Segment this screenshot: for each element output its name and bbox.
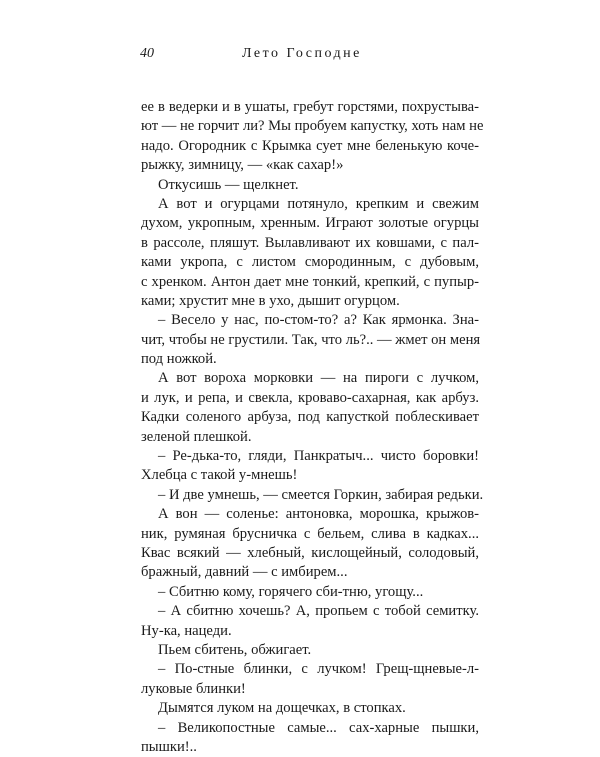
- text-line: надо. Огородник с Крымка сует мне беленькую коче-: [141, 137, 479, 154]
- text-line: духом, укропным, хренным. Играют золотые огурцы: [141, 215, 479, 232]
- text-line: с хренком. Антон дает мне тонкий, крепкий, с пупыр-: [141, 273, 479, 290]
- text-line: – По-стные блинки, с лучком! Грещ-щневые-л-: [158, 661, 479, 678]
- text-line: ник, румяная брусничка с бельем, слива в кадках...: [141, 525, 479, 542]
- text-line: пышки!..: [141, 738, 197, 755]
- page-body: [141, 98, 484, 757]
- text-line: Ну-ка, нацеди.: [141, 622, 232, 639]
- text-line: и лук, и репа, и свекла, кроваво-сахарная, как арбуз.: [141, 389, 479, 406]
- text-line: Квас всякий — хлебный, кислощейный, солодовый,: [141, 544, 479, 561]
- text-line: чит, чтобы не грустили. Так, что ль?.. — жмет он меня: [141, 331, 481, 348]
- text-line: А вон — соленье: антоновка, морошка, крыжов-: [158, 506, 479, 523]
- text-line: – Великопостные самые... сах-харные пышки,: [158, 719, 479, 736]
- text-line: – Ре-дька-то, гляди, Панкратыч... чисто боровки!: [158, 448, 479, 465]
- text-line: Дымятся луком на дощечках, в стопках.: [158, 700, 406, 717]
- text-line: луковые блинки!: [141, 680, 246, 697]
- text-line: ее в ведерки и в ушаты, гребут горстями, похрустыва-: [141, 99, 479, 115]
- text-line: ют — не горчит ли? Мы пробуем капустку, хоть нам не: [141, 118, 484, 135]
- page-header: [140, 46, 480, 66]
- text-line: А вот и огурцами потянуло, крепким и свежим: [158, 195, 479, 212]
- page-number: 40: [140, 46, 154, 61]
- text-line: под ножкой.: [141, 351, 217, 368]
- text-line: ками; хрустит мне в ухо, дышит огурцом.: [141, 292, 400, 309]
- text-line: зеленой плешкой.: [141, 428, 252, 445]
- text-line: Откусишь — щелкнет.: [158, 176, 299, 193]
- text-line: – И две умнешь, — смеется Горкин, забирая редьки.: [158, 486, 484, 503]
- text-line: – Весело у нас, по-стом-то? а? Как ярмонка. Зна-: [158, 312, 479, 329]
- text-line: А вот вороха морковки — на пироги с лучком,: [158, 370, 479, 387]
- text-line: рыжку, зимницу, — «как сахар!»: [141, 157, 344, 174]
- text-line: бражный, давний — с имбирем...: [141, 564, 348, 581]
- text-line: Хлебца с такой у-мнешь!: [141, 467, 298, 484]
- running-title: Лето Господне: [242, 46, 362, 61]
- text-line: Кадки соленого арбуза, под капусткой поблескивает: [141, 409, 479, 426]
- text-line: – Сбитню кому, горячего сби-тню, угощу...: [158, 583, 424, 600]
- text-line: – А сбитню хочешь? А, пропьем с тобой семитку.: [158, 603, 479, 620]
- text-line: в рассоле, пляшут. Вылавливают их ковшами, с пал-: [141, 234, 479, 251]
- text-line: Пьем сбитень, обжигает.: [158, 641, 312, 658]
- text-line: ками укропа, с листом смородинным, с дубовым,: [141, 254, 479, 271]
